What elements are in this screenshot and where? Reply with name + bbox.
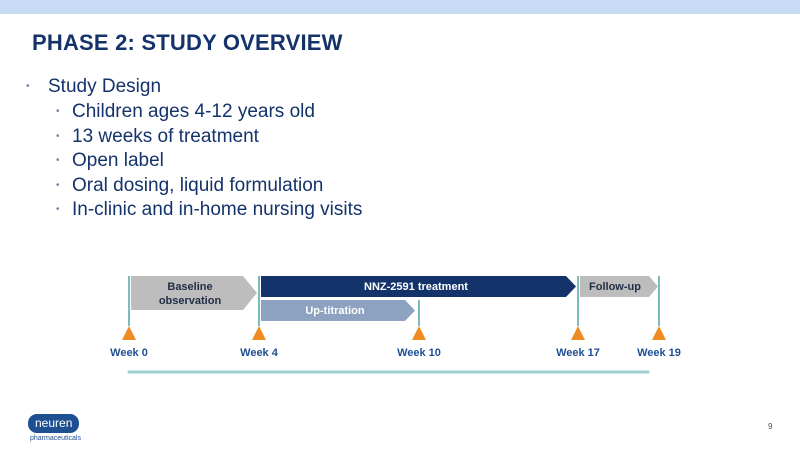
bullet-dot-icon: • [56, 179, 60, 191]
sub-bullet-text: Open label [72, 150, 164, 171]
uptitration-label: Up-titration [305, 305, 365, 317]
page-number: 9 [768, 422, 773, 431]
bullet-dot-icon: • [56, 106, 60, 117]
sub-bullet-text: In-clinic and in-home nursing visits [72, 199, 363, 220]
bullet-dot-icon: • [26, 81, 30, 92]
sub-bullet-text: 13 weeks of treatment [72, 125, 259, 147]
triangle-marker-icon [412, 326, 426, 340]
bullet-dot-icon: • [56, 155, 60, 166]
baseline-label-1: Baseline [167, 281, 213, 293]
company-logo [28, 414, 81, 442]
slide-title: PHASE 2: STUDY OVERVIEW [32, 30, 343, 55]
week-label: Week 17 [556, 347, 600, 359]
triangle-marker-icon [571, 326, 585, 340]
triangle-marker-icon [122, 326, 136, 340]
sub-bullet-text: Oral dosing, liquid formulation [72, 174, 324, 196]
bullet-dot-icon: • [56, 130, 60, 142]
treatment-label: NNZ-2591 treatment [364, 281, 468, 293]
study-design-label: Study Design [48, 76, 162, 97]
logo-wordmark: neuren [28, 414, 79, 433]
week-label: Week 4 [240, 347, 278, 359]
week-label: Week 19 [637, 347, 681, 359]
triangle-marker-icon [652, 326, 666, 340]
triangle-marker-icon [252, 326, 266, 340]
week-label: Week 0 [110, 347, 148, 359]
baseline-label-2: observation [158, 295, 222, 307]
sub-bullet-text: Children ages 4-12 years old [72, 101, 315, 122]
logo-tagline: pharmaceuticals [30, 435, 81, 442]
followup-label: Follow-up [589, 281, 641, 293]
week-label: Week 10 [397, 347, 441, 359]
bullet-dot-icon: • [56, 204, 60, 215]
